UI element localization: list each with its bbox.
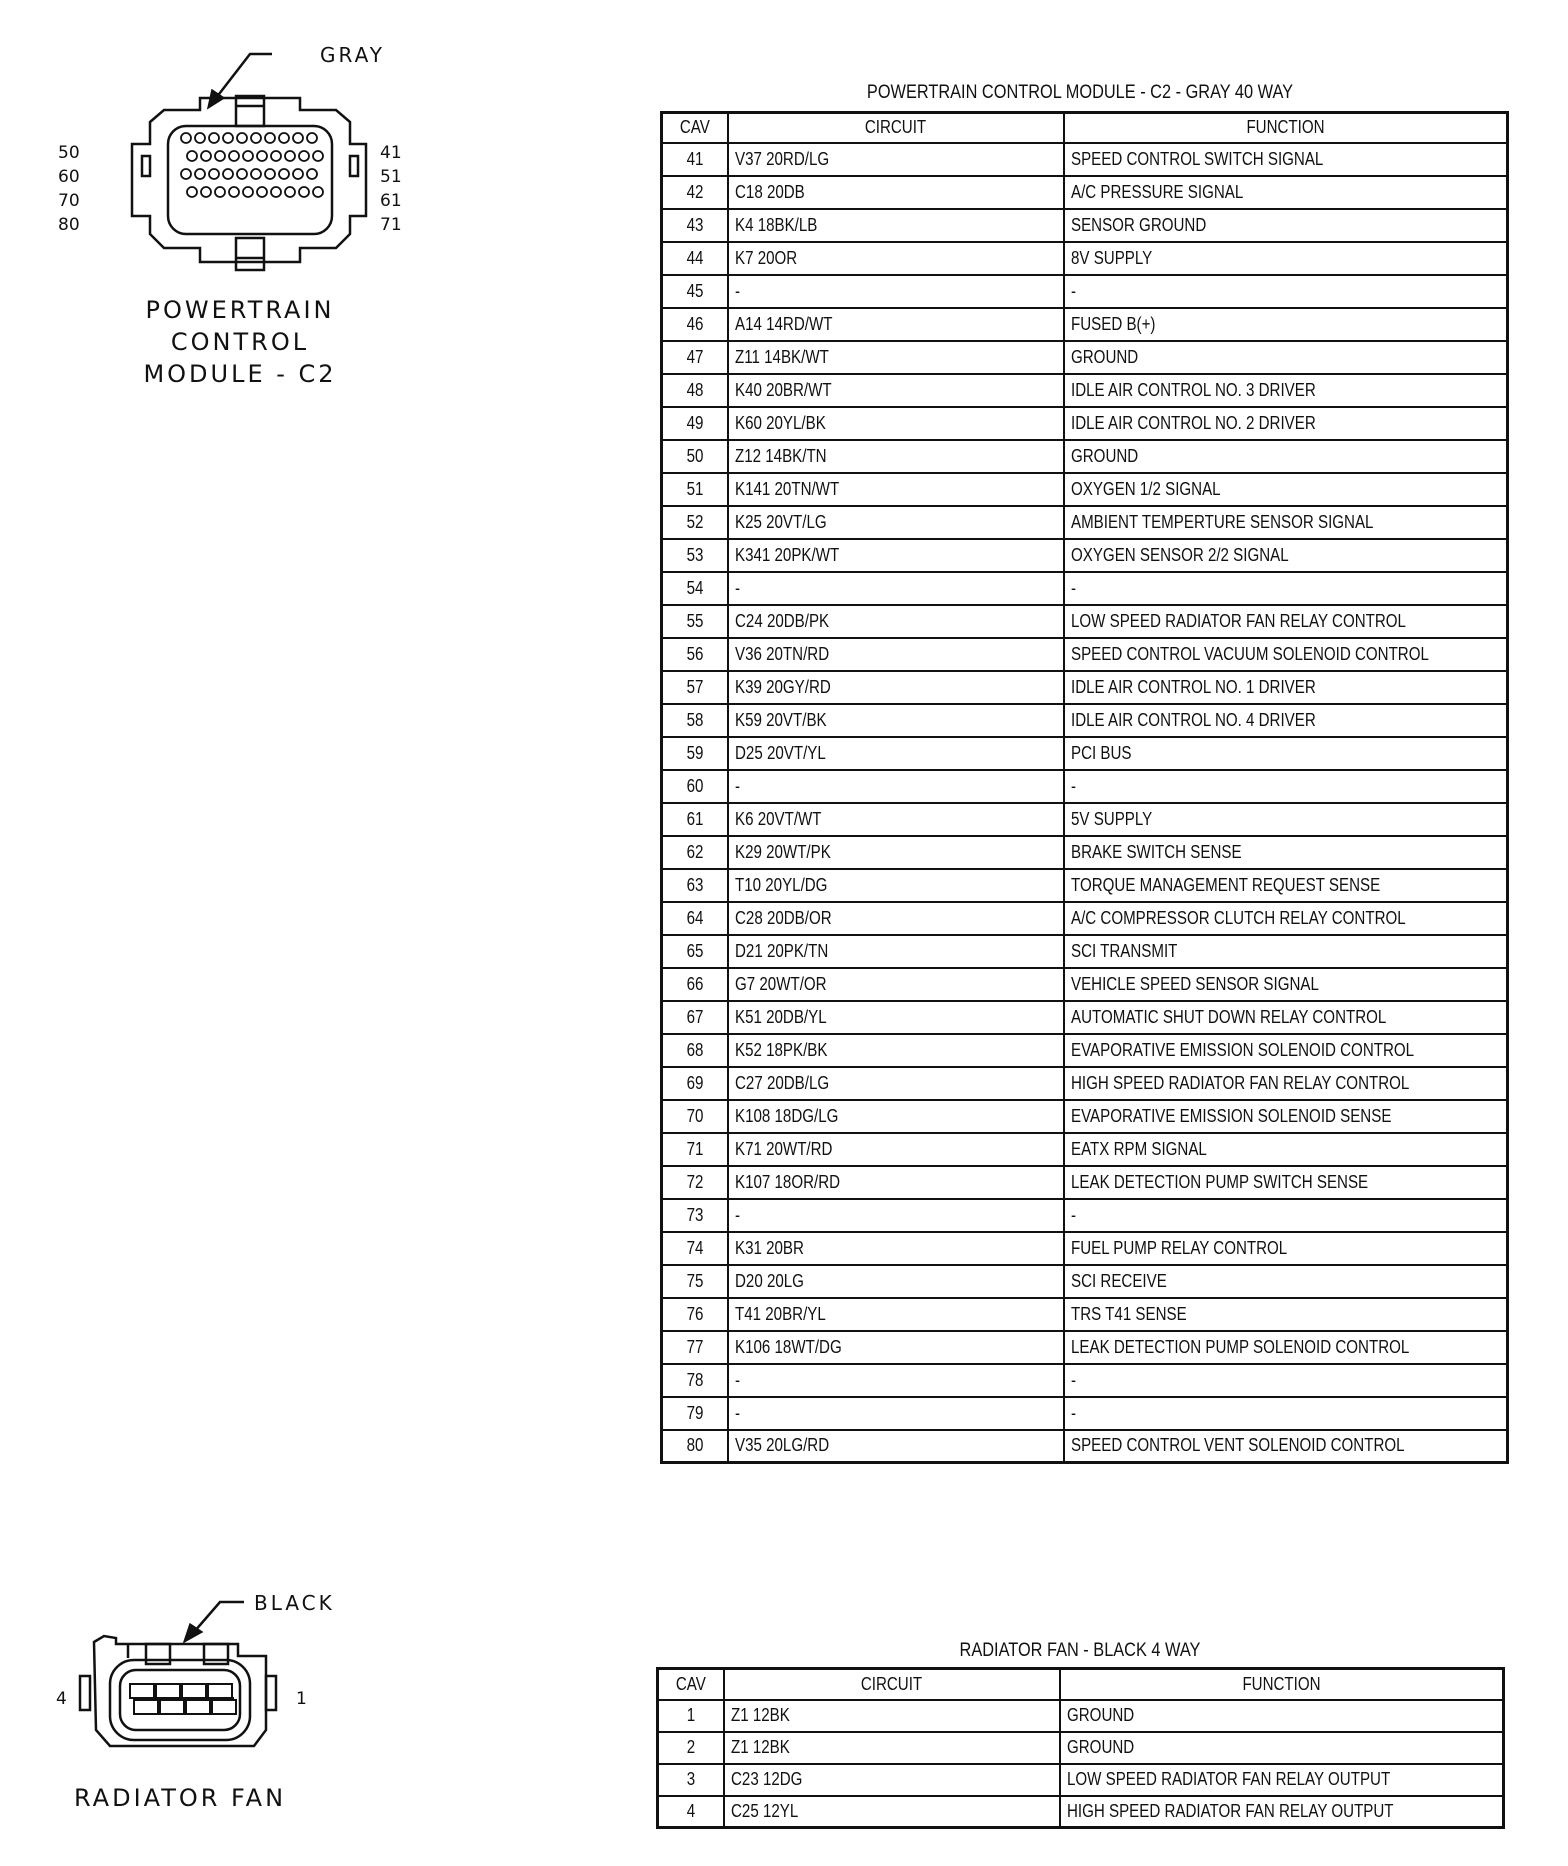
cell-function: EVAPORATIVE EMISSION SOLENOID CONTROL: [1064, 1034, 1508, 1067]
radiator-fan-connector-diagram: [44, 1580, 384, 1760]
cell-circuit: K7 20OR: [728, 242, 1064, 275]
pin-label-41: 41: [380, 143, 402, 163]
cell-circuit: K25 20VT/LG: [728, 506, 1064, 539]
cell-function: SPEED CONTROL SWITCH SIGNAL: [1064, 143, 1508, 176]
cell-cav: 71: [662, 1133, 728, 1166]
table-row: [662, 143, 1508, 176]
cell-function: A/C COMPRESSOR CLUTCH RELAY CONTROL: [1064, 902, 1508, 935]
pin-label-71: 71: [380, 215, 402, 235]
table-row: [662, 308, 1508, 341]
cell-cav: 75: [662, 1265, 728, 1298]
cell-function: HIGH SPEED RADIATOR FAN RELAY OUTPUT: [1060, 1796, 1504, 1828]
cell-circuit: T41 20BR/YL: [728, 1298, 1064, 1331]
radiator-fan-connector-caption: RADIATOR FAN: [73, 1784, 287, 1812]
cell-function: AUTOMATIC SHUT DOWN RELAY CONTROL: [1064, 1001, 1508, 1034]
connector-color-label: BLACK: [254, 1591, 335, 1615]
cell-function: FUEL PUMP RELAY CONTROL: [1064, 1232, 1508, 1265]
header-cav: CAV: [658, 1669, 724, 1700]
cell-cav: 61: [662, 803, 728, 836]
table-row: [662, 1001, 1508, 1034]
table-row: [662, 440, 1508, 473]
table-row: [662, 1364, 1508, 1397]
table-row: [658, 1732, 1504, 1764]
cell-circuit: V35 20LG/RD: [728, 1430, 1064, 1463]
cell-cav: 49: [662, 407, 728, 440]
table-row: [662, 902, 1508, 935]
cell-circuit: D20 20LG: [728, 1265, 1064, 1298]
table-row: [662, 605, 1508, 638]
pcm-c2-connector-diagram: [40, 36, 420, 286]
cell-cav: 50: [662, 440, 728, 473]
cell-function: IDLE AIR CONTROL NO. 4 DRIVER: [1064, 704, 1508, 737]
cell-function: SCI TRANSMIT: [1064, 935, 1508, 968]
cell-circuit: K4 18BK/LB: [728, 209, 1064, 242]
cell-cav: 58: [662, 704, 728, 737]
cell-circuit: -: [728, 770, 1064, 803]
cell-circuit: K341 20PK/WT: [728, 539, 1064, 572]
pin-label-51: 51: [380, 167, 402, 187]
cell-function: EVAPORATIVE EMISSION SOLENOID SENSE: [1064, 1100, 1508, 1133]
cell-circuit: K6 20VT/WT: [728, 803, 1064, 836]
pin-label-61: 61: [380, 191, 402, 211]
table-row: [662, 374, 1508, 407]
cell-circuit: K108 18DG/LG: [728, 1100, 1064, 1133]
cell-circuit: C18 20DB: [728, 176, 1064, 209]
table-row: [662, 704, 1508, 737]
cell-function: GROUND: [1064, 341, 1508, 374]
cell-function: SCI RECEIVE: [1064, 1265, 1508, 1298]
cell-cav: 64: [662, 902, 728, 935]
cell-circuit: C24 20DB/PK: [728, 605, 1064, 638]
cell-circuit: C27 20DB/LG: [728, 1067, 1064, 1100]
pcm-c2-connector-caption: POWERTRAIN CONTROL MODULE - C2: [143, 296, 337, 388]
cell-function: PCI BUS: [1064, 737, 1508, 770]
pin-label-4: 4: [56, 1689, 67, 1709]
cell-circuit: K29 20WT/PK: [728, 836, 1064, 869]
cell-function: EATX RPM SIGNAL: [1064, 1133, 1508, 1166]
cell-circuit: C28 20DB/OR: [728, 902, 1064, 935]
cell-function: VEHICLE SPEED SENSOR SIGNAL: [1064, 968, 1508, 1001]
cell-function: LEAK DETECTION PUMP SWITCH SENSE: [1064, 1166, 1508, 1199]
cell-cav: 2: [658, 1732, 724, 1764]
header-function: FUNCTION: [1064, 113, 1508, 143]
cell-function: LEAK DETECTION PUMP SOLENOID CONTROL: [1064, 1331, 1508, 1364]
table-row: [662, 1199, 1508, 1232]
pcm-c2-pinout-table: [660, 111, 1509, 1464]
header-circuit: CIRCUIT: [728, 113, 1064, 143]
cell-circuit: K51 20DB/YL: [728, 1001, 1064, 1034]
table-row: [662, 1232, 1508, 1265]
cell-circuit: C25 12YL: [724, 1796, 1060, 1828]
pin-labels-left: [58, 143, 80, 235]
radiator-fan-table-title: RADIATOR FAN - BLACK 4 WAY: [959, 1640, 1201, 1661]
cell-cav: 67: [662, 1001, 728, 1034]
cell-function: OXYGEN 1/2 SIGNAL: [1064, 473, 1508, 506]
cell-function: GROUND: [1060, 1732, 1504, 1764]
table-row: [662, 1298, 1508, 1331]
cell-cav: 70: [662, 1100, 728, 1133]
cell-cav: 56: [662, 638, 728, 671]
cell-circuit: T10 20YL/DG: [728, 869, 1064, 902]
table-row: [662, 770, 1508, 803]
cell-cav: 59: [662, 737, 728, 770]
table-header-row: [658, 1669, 1504, 1700]
cell-circuit: -: [728, 1199, 1064, 1232]
pin-label-70: 70: [58, 191, 80, 211]
cell-circuit: V37 20RD/LG: [728, 143, 1064, 176]
cell-circuit: -: [728, 1397, 1064, 1430]
cell-cav: 74: [662, 1232, 728, 1265]
cell-circuit: Z1 12BK: [724, 1700, 1060, 1732]
pcm-c2-table-title: POWERTRAIN CONTROL MODULE - C2 - GRAY 40 WAY: [866, 82, 1294, 103]
radiator-fan-pinout-table: [656, 1667, 1505, 1829]
table-row: [662, 1166, 1508, 1199]
cell-cav: 68: [662, 1034, 728, 1067]
pin-row-4: [187, 187, 323, 197]
cell-cav: 53: [662, 539, 728, 572]
table-row: [662, 737, 1508, 770]
table-row: [658, 1796, 1504, 1828]
cell-cav: 65: [662, 935, 728, 968]
cell-circuit: Z12 14BK/TN: [728, 440, 1064, 473]
pin-label-50: 50: [58, 143, 80, 163]
table-row: [662, 539, 1508, 572]
cell-cav: 73: [662, 1199, 728, 1232]
cell-function: -: [1064, 1364, 1508, 1397]
black-pointer-arrow: [184, 1602, 244, 1642]
cell-cav: 80: [662, 1430, 728, 1463]
cell-cav: 72: [662, 1166, 728, 1199]
cell-cav: 43: [662, 209, 728, 242]
cell-function: IDLE AIR CONTROL NO. 2 DRIVER: [1064, 407, 1508, 440]
cell-function: 5V SUPPLY: [1064, 803, 1508, 836]
header-function: FUNCTION: [1060, 1669, 1504, 1700]
table-row: [662, 638, 1508, 671]
pin-label-1: 1: [296, 1689, 307, 1709]
cell-function: AMBIENT TEMPERTURE SENSOR SIGNAL: [1064, 506, 1508, 539]
cell-cav: 1: [658, 1700, 724, 1732]
pin-label-80: 80: [58, 215, 80, 235]
cell-function: -: [1064, 1397, 1508, 1430]
cell-cav: 69: [662, 1067, 728, 1100]
cell-function: FUSED B(+): [1064, 308, 1508, 341]
pin-label-60: 60: [58, 167, 80, 187]
cell-circuit: K71 20WT/RD: [728, 1133, 1064, 1166]
cell-circuit: D21 20PK/TN: [728, 935, 1064, 968]
table-row: [662, 242, 1508, 275]
header-circuit: CIRCUIT: [724, 1669, 1060, 1700]
cell-function: IDLE AIR CONTROL NO. 3 DRIVER: [1064, 374, 1508, 407]
cell-cav: 3: [658, 1764, 724, 1796]
cell-function: -: [1064, 1199, 1508, 1232]
table-row: [662, 506, 1508, 539]
cell-function: LOW SPEED RADIATOR FAN RELAY CONTROL: [1064, 605, 1508, 638]
table-row: [662, 209, 1508, 242]
table-row: [662, 1100, 1508, 1133]
cell-cav: 48: [662, 374, 728, 407]
cell-circuit: Z1 12BK: [724, 1732, 1060, 1764]
table-row: [662, 803, 1508, 836]
table-row: [662, 176, 1508, 209]
table-row: [662, 341, 1508, 374]
cell-cav: 4: [658, 1796, 724, 1828]
cell-cav: 55: [662, 605, 728, 638]
table-row: [662, 275, 1508, 308]
cell-function: SPEED CONTROL VACUUM SOLENOID CONTROL: [1064, 638, 1508, 671]
table-row: [662, 836, 1508, 869]
connector-pin-cells: [130, 1684, 236, 1714]
table-row: [662, 1430, 1508, 1463]
cell-function: TORQUE MANAGEMENT REQUEST SENSE: [1064, 869, 1508, 902]
connector-pin-grid: [181, 133, 323, 197]
cell-cav: 57: [662, 671, 728, 704]
cell-circuit: A14 14RD/WT: [728, 308, 1064, 341]
cell-cav: 62: [662, 836, 728, 869]
cell-function: SPEED CONTROL VENT SOLENOID CONTROL: [1064, 1430, 1508, 1463]
cell-cav: 45: [662, 275, 728, 308]
cell-circuit: C23 12DG: [724, 1764, 1060, 1796]
cell-function: IDLE AIR CONTROL NO. 1 DRIVER: [1064, 671, 1508, 704]
cell-function: -: [1064, 770, 1508, 803]
table-row: [662, 869, 1508, 902]
table-header-row: [662, 113, 1508, 143]
cell-cav: 63: [662, 869, 728, 902]
table-row: [662, 1067, 1508, 1100]
table-row: [662, 1034, 1508, 1067]
cell-cav: 79: [662, 1397, 728, 1430]
cell-function: TRS T41 SENSE: [1064, 1298, 1508, 1331]
pin-labels-right: [380, 143, 402, 235]
cell-circuit: K39 20GY/RD: [728, 671, 1064, 704]
table-row: [662, 1397, 1508, 1430]
cell-cav: 66: [662, 968, 728, 1001]
cell-function: GROUND: [1064, 440, 1508, 473]
cell-function: 8V SUPPLY: [1064, 242, 1508, 275]
connector-housing: [80, 1636, 276, 1746]
cell-function: -: [1064, 572, 1508, 605]
cell-circuit: V36 20TN/RD: [728, 638, 1064, 671]
cell-cav: 76: [662, 1298, 728, 1331]
cell-cav: 47: [662, 341, 728, 374]
connector-housing: [132, 96, 366, 270]
table-row: [658, 1700, 1504, 1732]
cell-function: A/C PRESSURE SIGNAL: [1064, 176, 1508, 209]
table-row: [662, 968, 1508, 1001]
cell-circuit: K40 20BR/WT: [728, 374, 1064, 407]
table-row: [662, 671, 1508, 704]
cell-function: HIGH SPEED RADIATOR FAN RELAY CONTROL: [1064, 1067, 1508, 1100]
cell-cav: 52: [662, 506, 728, 539]
cell-circuit: -: [728, 1364, 1064, 1397]
table-row: [662, 473, 1508, 506]
cell-cav: 41: [662, 143, 728, 176]
connector-color-label: GRAY: [320, 43, 385, 67]
table-row: [662, 572, 1508, 605]
header-cav: CAV: [662, 113, 728, 143]
cell-function: LOW SPEED RADIATOR FAN RELAY OUTPUT: [1060, 1764, 1504, 1796]
cell-circuit: K52 18PK/BK: [728, 1034, 1064, 1067]
table-row: [662, 1265, 1508, 1298]
cell-function: -: [1064, 275, 1508, 308]
table-row: [662, 1331, 1508, 1364]
cell-function: GROUND: [1060, 1700, 1504, 1732]
table-row: [662, 935, 1508, 968]
cell-cav: 51: [662, 473, 728, 506]
pin-row-3: [181, 169, 317, 179]
cell-circuit: K106 18WT/DG: [728, 1331, 1064, 1364]
cell-cav: 78: [662, 1364, 728, 1397]
pin-row-2: [187, 151, 323, 161]
cell-circuit: -: [728, 572, 1064, 605]
cell-cav: 54: [662, 572, 728, 605]
cell-circuit: G7 20WT/OR: [728, 968, 1064, 1001]
pin-row-1: [181, 133, 317, 143]
cell-circuit: K31 20BR: [728, 1232, 1064, 1265]
gray-pointer-arrow: [208, 54, 272, 108]
cell-function: BRAKE SWITCH SENSE: [1064, 836, 1508, 869]
cell-circuit: -: [728, 275, 1064, 308]
table-row: [662, 1133, 1508, 1166]
cell-cav: 60: [662, 770, 728, 803]
cell-circuit: K60 20YL/BK: [728, 407, 1064, 440]
cell-circuit: K59 20VT/BK: [728, 704, 1064, 737]
cell-function: OXYGEN SENSOR 2/2 SIGNAL: [1064, 539, 1508, 572]
table-row: [662, 407, 1508, 440]
cell-circuit: Z11 14BK/WT: [728, 341, 1064, 374]
cell-cav: 42: [662, 176, 728, 209]
cell-cav: 44: [662, 242, 728, 275]
table-row: [658, 1764, 1504, 1796]
cell-circuit: K141 20TN/WT: [728, 473, 1064, 506]
cell-cav: 77: [662, 1331, 728, 1364]
cell-cav: 46: [662, 308, 728, 341]
cell-circuit: K107 18OR/RD: [728, 1166, 1064, 1199]
cell-circuit: D25 20VT/YL: [728, 737, 1064, 770]
cell-function: SENSOR GROUND: [1064, 209, 1508, 242]
